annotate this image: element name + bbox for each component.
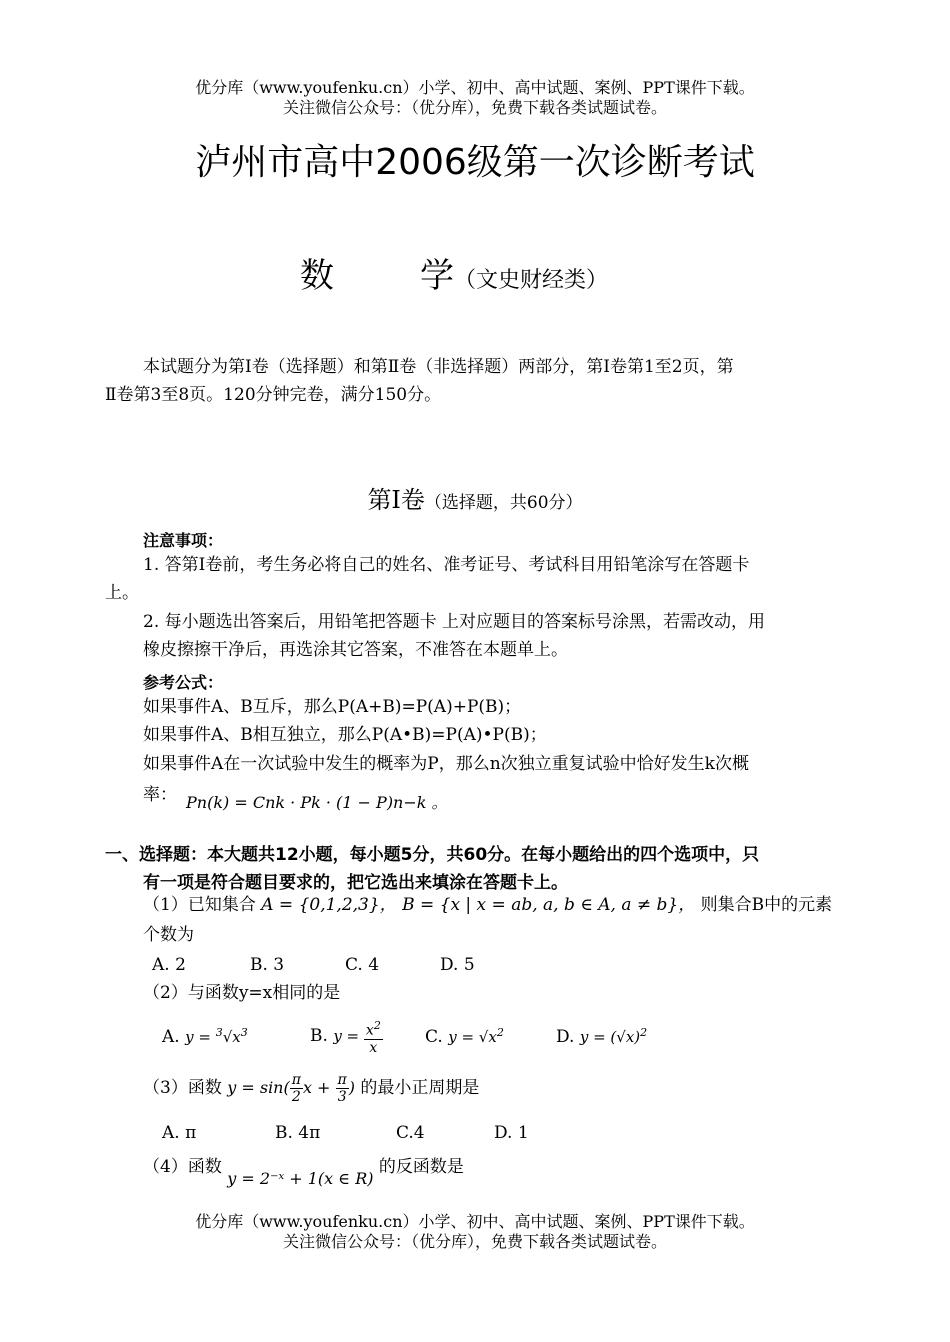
q1-prefix: （1）已知集合 bbox=[143, 895, 256, 915]
q2-option-a bbox=[162, 1018, 248, 1052]
page-title: 泸州市高中2006级第一次诊断考试 bbox=[195, 142, 755, 183]
q3-option-b: B. 4π bbox=[275, 1123, 321, 1143]
q1-suffix: 则集合B中的元素 bbox=[700, 895, 833, 915]
q2-option-b-label: B. bbox=[310, 1025, 328, 1046]
q1-set-a: A = {0,1,2,3}， bbox=[261, 895, 397, 915]
part1-paren: （选择题，共60分） bbox=[424, 493, 583, 513]
note-1-line-1: 1. 答第Ⅰ卷前，考生务必将自己的姓名、准考证号、考试科目用铅笔涂写在答题卡 bbox=[143, 555, 750, 575]
formulas-heading: 参考公式： bbox=[143, 673, 224, 692]
subject-heading bbox=[420, 248, 608, 297]
q4-suffix: 的反函数是 bbox=[378, 1157, 464, 1177]
part1-label: 第Ⅰ卷 bbox=[367, 486, 425, 514]
notes-heading: 注意事项： bbox=[143, 531, 224, 550]
note-2-line-1: 2. 每小题选出答案后，用铅笔把答题卡 上对应题目的答案标号涂黑，若需改动，用 bbox=[143, 612, 766, 632]
header-line-1: 优分库（www.youfenku.cn）小学、初中、高中试题、案例、PPT课件下载。 bbox=[195, 78, 755, 97]
q2-option-b-expr: y = $\frac{x^2}{x}$ bbox=[333, 1019, 381, 1056]
q2-option-b bbox=[310, 1018, 383, 1056]
intro-line-2: Ⅱ卷第3至8页。120分钟完卷，满分150分。 bbox=[105, 385, 442, 405]
intro-line-1: 本试题分为第Ⅰ卷（选择题）和第Ⅱ卷（非选择题）两部分，第Ⅰ卷第1至2页，第 bbox=[143, 357, 734, 377]
q2-option-d bbox=[556, 1018, 647, 1052]
q3-suffix: 的最小正周期是 bbox=[360, 1078, 480, 1098]
q4-formula: y = 2⁻ˣ + 1(x ∈ R) bbox=[227, 1169, 374, 1188]
subject-char-2: 学 bbox=[420, 256, 454, 296]
q2-option-d-label: D. bbox=[556, 1027, 575, 1047]
header-line-2: 关注微信公众号：（优分库），免费下载各类试题试卷。 bbox=[282, 98, 667, 117]
q1-set-b: B = {x | x = ab, a, b ∈ A, a ≠ b}， bbox=[402, 895, 696, 915]
q2-option-c bbox=[425, 1018, 504, 1052]
question-1 bbox=[143, 890, 832, 920]
q2-option-a-label: A. bbox=[162, 1027, 180, 1047]
q1-option-d: D. 5 bbox=[440, 955, 475, 975]
subject-category: （文史财经类） bbox=[454, 268, 609, 293]
question-3 bbox=[143, 1072, 479, 1105]
formula-2: 如果事件A、B相互独立，那么P(A•B)=P(A)•P(B)； bbox=[143, 725, 547, 745]
note-2-line-2: 橡皮擦擦干净后，再选涂其它答案，不准答在本题单上。 bbox=[143, 640, 568, 660]
q2-option-d-expr: $y = (√x)^2$ bbox=[579, 1026, 648, 1046]
subject-char-1: 数 bbox=[300, 256, 334, 296]
question-4 bbox=[143, 1152, 464, 1188]
q4-prefix: （4）函数 bbox=[143, 1157, 222, 1177]
q3-formula: y = sin( $\frac{\pi}{2}$ x + $\frac{\pi}{3}$ ) bbox=[227, 1072, 355, 1105]
binomial-formula: Pn(k) = Cnk · Pk · (1 − P)n−k 。 bbox=[186, 793, 448, 812]
section-1-line-1: 一、选择题：本大题共12小题，每小题5分，共60分。在每小题给出的四个选项中，只 bbox=[105, 845, 760, 865]
note-1-line-2: 上。 bbox=[105, 583, 139, 603]
q3-prefix: （3）函数 bbox=[143, 1078, 222, 1098]
q2-option-a-expr: $y = ^3√x^3$ bbox=[185, 1026, 248, 1046]
footer-line-2: 关注微信公众号：（优分库），免费下载各类试题试卷。 bbox=[282, 1232, 667, 1251]
q1-option-b: B. 3 bbox=[250, 955, 285, 975]
q2-option-c-expr: $y = √x^2$ bbox=[448, 1026, 504, 1046]
footer-line-1: 优分库（www.youfenku.cn）小学、初中、高中试题、案例、PPT课件下载。 bbox=[195, 1212, 755, 1231]
formula-1: 如果事件A、B互斥，那么P(A+B)=P(A)+P(B)； bbox=[143, 697, 522, 717]
formula-3-line-2: 率： bbox=[143, 785, 177, 805]
q3-option-a: A. π bbox=[162, 1123, 197, 1143]
q3-option-d: D. 1 bbox=[494, 1123, 529, 1143]
q1-line-2: 个数为 bbox=[143, 925, 194, 945]
q1-option-c: C. 4 bbox=[345, 955, 380, 975]
section-1-line-2: 有一项是符合题目要求的，把它选出来填涂在答题卡上。 bbox=[143, 873, 568, 893]
question-2: （2）与函数y=x相同的是 bbox=[143, 983, 341, 1003]
q2-option-c-label: C. bbox=[425, 1027, 443, 1047]
q1-option-a: A. 2 bbox=[152, 955, 186, 975]
formula-3-line-1: 如果事件A在一次试验中发生的概率为P，那么n次独立重复试验中恰好发生k次概 bbox=[143, 754, 749, 774]
q3-option-c: C.4 bbox=[396, 1123, 425, 1143]
part1-title bbox=[0, 480, 950, 515]
